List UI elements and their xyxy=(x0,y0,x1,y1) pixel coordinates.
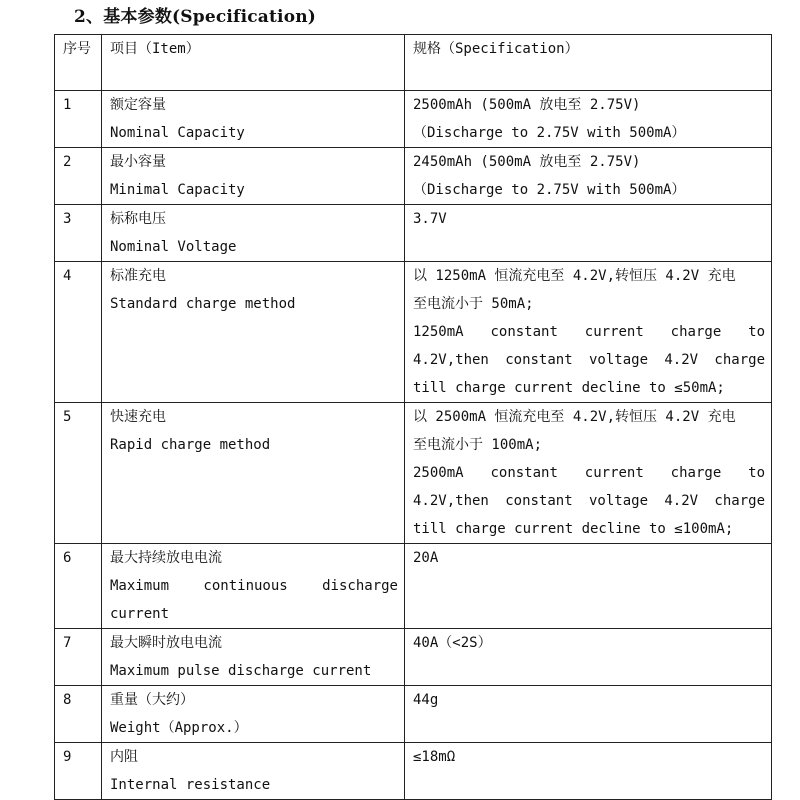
item-cell xyxy=(102,91,405,148)
header-spec xyxy=(405,35,772,91)
spec-cell xyxy=(405,205,772,262)
item-en: Rapid charge method xyxy=(110,437,271,453)
item-cn: 重量（大约） xyxy=(110,692,194,708)
table-row xyxy=(55,205,772,262)
spec-line: 40A（<2S） xyxy=(413,635,492,651)
table-row xyxy=(55,544,772,629)
spec-line: 至电流小于 100mA; xyxy=(413,437,543,453)
spec-cell xyxy=(405,743,772,800)
item-cn: 额定容量 xyxy=(110,97,166,113)
header-item-text: 项目（Item） xyxy=(110,41,200,57)
item-en: Nominal Capacity xyxy=(110,125,245,141)
table-row xyxy=(55,403,772,544)
item-cell xyxy=(102,544,405,629)
spec-line: 2500mAh (500mA 放电至 2.75V) xyxy=(413,97,641,113)
spec-cell xyxy=(405,629,772,686)
row-number: 8 xyxy=(55,686,102,743)
item-cn: 快速充电 xyxy=(110,409,166,425)
spec-line: 至电流小于 50mA; xyxy=(413,296,534,312)
spec-line: 以 1250mA 恒流充电至 4.2V,转恒压 4.2V 充电 xyxy=(413,268,736,284)
row-number: 7 xyxy=(55,629,102,686)
spec-cell xyxy=(405,686,772,743)
item-cell xyxy=(102,403,405,544)
table-row xyxy=(55,686,772,743)
spec-line: 44g xyxy=(413,692,439,708)
header-no-text: 序号 xyxy=(63,41,91,57)
table-row xyxy=(55,91,772,148)
item-cn: 标准充电 xyxy=(110,268,166,284)
item-cell xyxy=(102,686,405,743)
item-en: Maximum continuous discharge xyxy=(110,578,398,594)
row-number: 5 xyxy=(55,403,102,544)
spec-cell xyxy=(405,91,772,148)
spec-line: 1250mA constant current charge to xyxy=(413,324,765,340)
table-row xyxy=(55,743,772,800)
spec-cell xyxy=(405,262,772,403)
table-header-row xyxy=(55,35,772,91)
table-row xyxy=(55,262,772,403)
item-en: Nominal Voltage xyxy=(110,239,237,255)
item-cn: 最小容量 xyxy=(110,154,166,170)
header-spec-text: 规格（Specification） xyxy=(413,41,579,57)
item-cell xyxy=(102,629,405,686)
spec-line: 4.2V,then constant voltage 4.2V charge xyxy=(413,493,765,509)
item-cell xyxy=(102,743,405,800)
spec-cell xyxy=(405,148,772,205)
spec-line: 2450mAh (500mA 放电至 2.75V) xyxy=(413,154,641,170)
header-no xyxy=(55,35,102,91)
row-number: 6 xyxy=(55,544,102,629)
spec-line: （Discharge to 2.75V with 500mA） xyxy=(413,182,686,198)
item-cell xyxy=(102,205,405,262)
spec-line: 20A xyxy=(413,550,439,566)
item-en: Internal resistance xyxy=(110,777,271,793)
row-number: 9 xyxy=(55,743,102,800)
item-cn: 最大持续放电电流 xyxy=(110,550,222,566)
section-title: 2、基本参数(Specification) xyxy=(74,7,317,27)
item-en: Weight（Approx.） xyxy=(110,720,248,736)
spec-line: 以 2500mA 恒流充电至 4.2V,转恒压 4.2V 充电 xyxy=(413,409,736,425)
table-row xyxy=(55,629,772,686)
spec-line: 2500mA constant current charge to xyxy=(413,465,765,481)
row-number: 1 xyxy=(55,91,102,148)
item-en: Standard charge method xyxy=(110,296,296,312)
table-row xyxy=(55,148,772,205)
item-cn: 标称电压 xyxy=(110,211,166,227)
spec-line: till charge current decline to ≤50mA; xyxy=(413,380,725,396)
item-cn: 内阻 xyxy=(110,749,138,765)
item-en: Minimal Capacity xyxy=(110,182,245,198)
spec-line: 3.7V xyxy=(413,211,447,227)
specification-table xyxy=(54,34,772,800)
spec-line: （Discharge to 2.75V with 500mA） xyxy=(413,125,686,141)
item-en: Maximum pulse discharge current xyxy=(110,663,372,679)
item-en: current xyxy=(110,606,170,622)
item-cn: 最大瞬时放电电流 xyxy=(110,635,222,651)
row-number: 2 xyxy=(55,148,102,205)
spec-line: till charge current decline to ≤100mA; xyxy=(413,521,734,537)
spec-cell xyxy=(405,403,772,544)
header-item xyxy=(102,35,405,91)
row-number: 3 xyxy=(55,205,102,262)
spec-cell xyxy=(405,544,772,629)
spec-line: ≤18mΩ xyxy=(413,749,456,765)
item-cell xyxy=(102,148,405,205)
spec-line: 4.2V,then constant voltage 4.2V charge xyxy=(413,352,765,368)
row-number: 4 xyxy=(55,262,102,403)
item-cell xyxy=(102,262,405,403)
